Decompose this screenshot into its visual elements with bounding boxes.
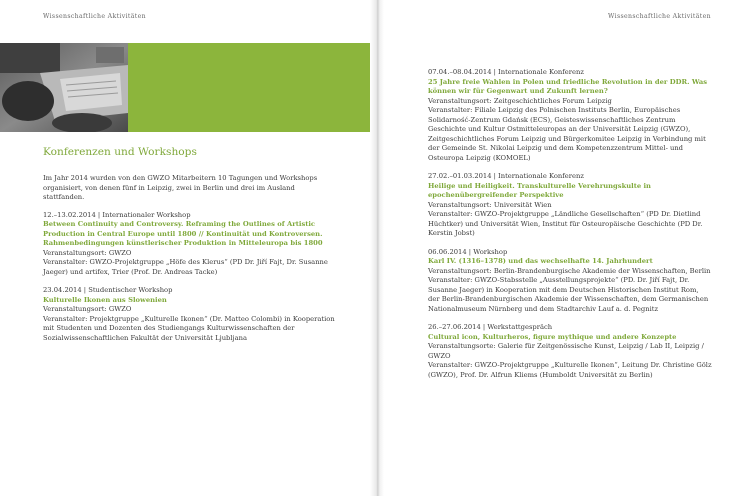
event-entry	[428, 323, 712, 380]
event-entry	[43, 211, 337, 278]
left-page	[0, 0, 376, 496]
event-organizer: Veranstalter: GWZO-Projektgruppe „Ländliche Gesellschaften“ (PD Dr. Dietlind Hüchtker) und Universität Wien, Institut für Osteuropäische Geschichte (PD Dr. Kerstin Jobst)	[428, 210, 703, 237]
event-venue: Veranstaltungsort: GWZO	[43, 305, 132, 313]
event-venue: Veranstaltungsort: Zeitgeschichtliches Forum Leipzig	[428, 96, 612, 105]
event-title: Cultural icon, Kulturheros, figure mythique und andere Konzepte	[428, 332, 677, 341]
event-venue: Veranstaltungsort: GWZO	[43, 248, 132, 257]
right-column	[428, 68, 712, 389]
event-date-type: 27.02.–01.03.2014 | Internationale Konferenz	[428, 172, 584, 180]
workshop-photo	[0, 43, 128, 132]
intro-paragraph: Im Jahr 2014 wurden von den GWZO Mitarbeitern 10 Tagungen und Workshops organisiert, von denen fünf in Leipzig, zwei in Berlin und drei im Ausland stattfanden.	[43, 174, 318, 201]
event-organizer: Veranstalter: GWZO-Projektgruppe „Höfe des Klerus“ (PD Dr. Jiří Fajt, Dr. Susanne Jaeger) und artifex, Trier (Prof. Dr. Andreas Tacke)	[43, 258, 328, 276]
running-head-right: Wissenschaftliche Aktivitäten	[608, 13, 711, 20]
event-date-type: 06.06.2014 | Workshop	[428, 247, 508, 256]
event-venue: Veranstaltungsorte: Galerie für Zeitgenössische Kunst, Leipzig / Lab II, Leipzig / GWZO	[428, 342, 704, 360]
event-organizer: Veranstalter: GWZO-Projektgruppe „Kulturelle Ikonen“, Leitung Dr. Christine Gölz (GWZO), Prof. Dr. Alfrun Kliems (Humboldt Universität zu Berlin)	[428, 361, 712, 379]
event-title: Kulturelle Ikonen aus Slowenien	[43, 295, 167, 304]
event-entry	[428, 248, 712, 315]
event-organizer: Veranstalter: Filiale Leipzig des Polnischen Instituts Berlin, Europäisches Solidarność-Zentrum Gdańsk (ECS), Geisteswissenschaftliches Zentrum Geschichte und Kultur Ostmitteleuropas an der Universität Leipzig (GWZO), Zeitgeschichtliches Forum Leipzig und Bürgerkomitee Leipzig in Verbindung mit der Gemeinde St. Nikolai Leipzig und dem Kompetenzzentrum Mittel- und Osteuropa Leipzig (KOMOEL)	[428, 106, 706, 162]
book-gutter	[370, 0, 384, 496]
right-page	[379, 0, 755, 496]
green-header-block	[128, 43, 376, 132]
header-image-band	[0, 43, 376, 132]
event-venue: Veranstaltungsort: Universität Wien	[428, 200, 552, 209]
event-entry	[43, 286, 337, 343]
left-column	[43, 174, 337, 352]
event-entry	[428, 172, 712, 239]
event-title: Between Continuity and Controversy. Reframing the Outlines of Artistic Production in Central Europe until 1800 // Kontinuität und Kontroversen. Rahmenbedingungen künstlerischer Produktion in Mitteleuropa bis 1800	[43, 220, 323, 247]
event-organizer: Veranstalter: Projektgruppe „Kulturelle Ikonen“ (Dr. Matteo Colombi) in Kooperation mit Studenten und Dozenten des Studiengangs Kulturwissenschaften der Sozialwissenschaftlichen Fakultät der Universität Ljubljana	[43, 314, 335, 342]
event-entry	[428, 68, 712, 163]
running-head-left: Wissenschaftliche Aktivitäten	[43, 13, 146, 20]
event-organizer: Veranstalter: GWZO-Stabsstelle „Ausstellungsprojekte“ (PD. Dr. Jiří Fajt, Dr. Susanne Jaeger) in Kooperation mit dem Deutschen Historischen Institut Rom, der Berlin-Brandenburgischen Akademie der Wissenschaften, dem Germanischen Nationalmuseum Nürnberg und dem Stadtarchiv Lauf a. d. Pegnitz	[428, 276, 709, 313]
event-title: Karl IV. (1316–1378) und das wechselhafte 14. Jahrhundert	[428, 257, 653, 265]
event-date-type: 07.04.–08.04.2014 | Internationale Konferenz	[428, 68, 584, 76]
event-title: Heilige und Heiligkeit. Transkulturelle Verehrungskulte in epochenübergreifender Perspektive	[428, 181, 651, 199]
event-date-type: 12.–13.02.2014 | Internationaler Workshop	[43, 210, 191, 219]
section-title: Konferenzen und Workshops	[43, 146, 197, 158]
event-title: 25 Jahre freie Wahlen in Polen und friedliche Revolution in der DDR. Was können wir für Gegenwart und Zukunft lernen?	[428, 77, 707, 95]
event-venue: Veranstaltungsort: Berlin-Brandenburgische Akademie der Wissenschaften, Berlin	[428, 266, 711, 275]
event-date-type: 26.–27.06.2014 | Werkstattgespräch	[428, 323, 553, 331]
event-date-type: 23.04.2014 | Studentischer Workshop	[43, 286, 173, 294]
